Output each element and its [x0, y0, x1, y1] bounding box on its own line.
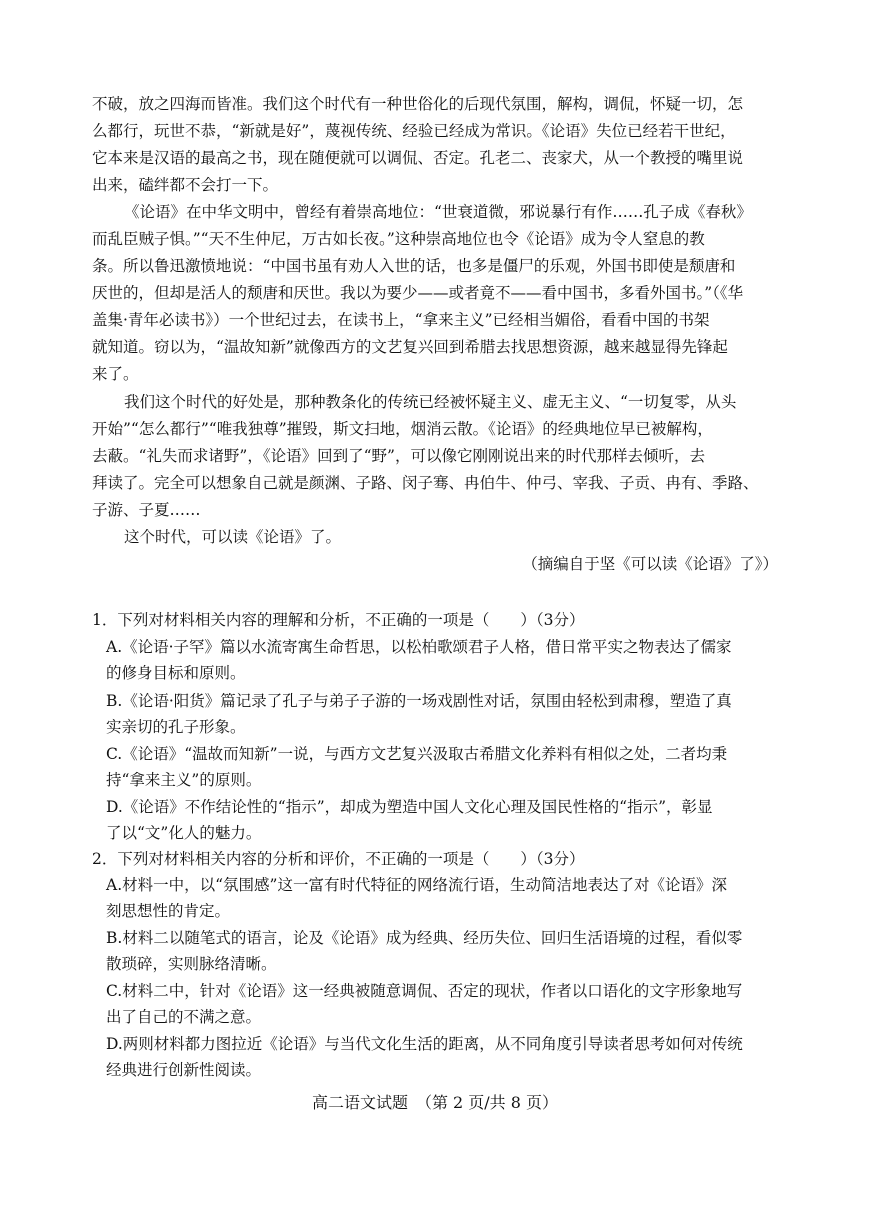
question-stem: 2．下列对材料相关内容的分析和评价，不正确的一项是（ ）（3分）: [92, 850, 585, 868]
passage-line: 么都行，玩世不恭，“新就是好”，蔑视传统、经验已经成为常识。《论语》失位已经若干世纪，: [92, 122, 736, 140]
passage-line: 拜读了。完全可以想象自己就是颜渊、子路、闵子骞、冉伯牛、仲弓、宰我、子贡、冉有、季路、: [92, 474, 759, 492]
passage-line: 这个时代，可以读《论语》了。: [124, 528, 342, 546]
option-c-line1: C.《论语》“温故而知新”一说，与西方文艺复兴汲取古希腊文化养料有相似之处，二者均秉: [106, 745, 728, 763]
question-stem: 1．下列对材料相关内容的理解和分析，不正确的一项是（ ）（3分）: [92, 611, 585, 629]
passage-line: 去蔽。“礼失而求诸野”，《论语》回到了“野”，可以像它刚刚说出来的时代那样去倾听，去: [92, 447, 705, 465]
passage-line: 而乱臣贼子惧。”“天不生仲尼，万古如长夜。”这种崇高地位也令《论语》成为令人窒息的教: [92, 230, 705, 248]
passage-source: （摘编自于坚《可以读《论语》了》）: [522, 555, 778, 573]
passage-line: 条。所以鲁迅激愤地说：“中国书虽有劝人入世的话，也多是僵尸的乐观，外国书即使是颓唐和: [92, 257, 736, 275]
option-a-line1: A.材料一中，以“氛围感”这一富有时代特征的网络流行语，生动简洁地表达了对《论语》深: [106, 876, 727, 894]
passage-line: 来了。: [92, 365, 139, 383]
passage-line: 《论语》在中华文明中，曾经有着崇高地位：“世衰道微，邪说暴行有作……孔子成《春秋》: [124, 203, 752, 221]
page-footer: 高二语文试题 （第 2 页/共 8 页）: [311, 1093, 559, 1112]
option-c-line2: 持“拿来主义”的原则。: [106, 771, 262, 789]
option-a-line2: 刻思想性的肯定。: [106, 902, 231, 920]
option-a-line2: 的修身目标和原则。: [106, 664, 246, 682]
option-d-line2: 经典进行创新性阅读。: [106, 1061, 262, 1079]
passage-line: 盖集·青年必读书》）一个世纪过去，在读书上，“拿来主义”已经相当媚俗，看看中国的书架: [92, 311, 710, 329]
option-b-line1: B.材料二以随笔式的语言，论及《论语》成为经典、经历失位、回归生活语境的过程，看似零: [106, 929, 743, 947]
option-b-line2: 实亲切的孔子形象。: [106, 718, 246, 736]
passage-line: 就知道。窃以为，“温故知新”就像西方的文艺复兴回到希腊去找思想资源，越来越显得先锋起: [92, 338, 728, 356]
option-d-line2: 了以“文”化人的魅力。: [106, 824, 262, 842]
passage-line: 不破，放之四海而皆准。我们这个时代有一种世俗化的后现代氛围，解构，调侃，怀疑一切，怎: [92, 95, 744, 113]
option-d-line1: D.两则材料都力图拉近《论语》与当代文化生活的距离，从不同角度引导读者思考如何对传统: [106, 1035, 743, 1053]
passage-line: 它本来是汉语的最高之书，现在随便就可以调侃、否定。孔老二、丧家犬，从一个教授的嘴里说: [92, 149, 744, 167]
passage-line: 我们这个时代的好处是，那种教条化的传统已经被怀疑主义、虚无主义、“一切复零，从头: [124, 393, 737, 411]
passage-line: 出来，磕绊都不会打一下。: [92, 176, 279, 194]
option-c-line2: 出了自己的不满之意。: [106, 1008, 262, 1026]
passage-line: 开始”“怎么都行”“唯我独尊”摧毁，斯文扫地，烟消云散。《论语》的经典地位早已被解构，: [92, 420, 713, 438]
option-c-line1: C.材料二中，针对《论语》这一经典被随意调侃、否定的现状，作者以口语化的文字形象地写: [106, 982, 743, 1000]
option-d-line1: D.《论语》不作结论性的“指示”，却成为塑造中国人文化心理及国民性格的“指示”，彰显: [106, 798, 713, 816]
option-b-line1: B.《论语·阳货》篇记录了孔子与弟子子游的一场戏剧性对话，氛围由轻松到肃穆，塑造了真: [106, 692, 732, 710]
passage-line: 子游、子夏……: [92, 501, 201, 519]
option-b-line2: 散琐碎，实则脉络清晰。: [106, 955, 277, 973]
option-a-line1: A.《论语·子罕》篇以水流寄寓生命哲思，以松柏歌颂君子人格，借日常平实之物表达了儒家: [106, 638, 732, 656]
passage-line: 厌世的，但却是活人的颓唐和厌世。我以为要少——或者竟不——看中国书，多看外国书。”（《华: [92, 284, 744, 302]
